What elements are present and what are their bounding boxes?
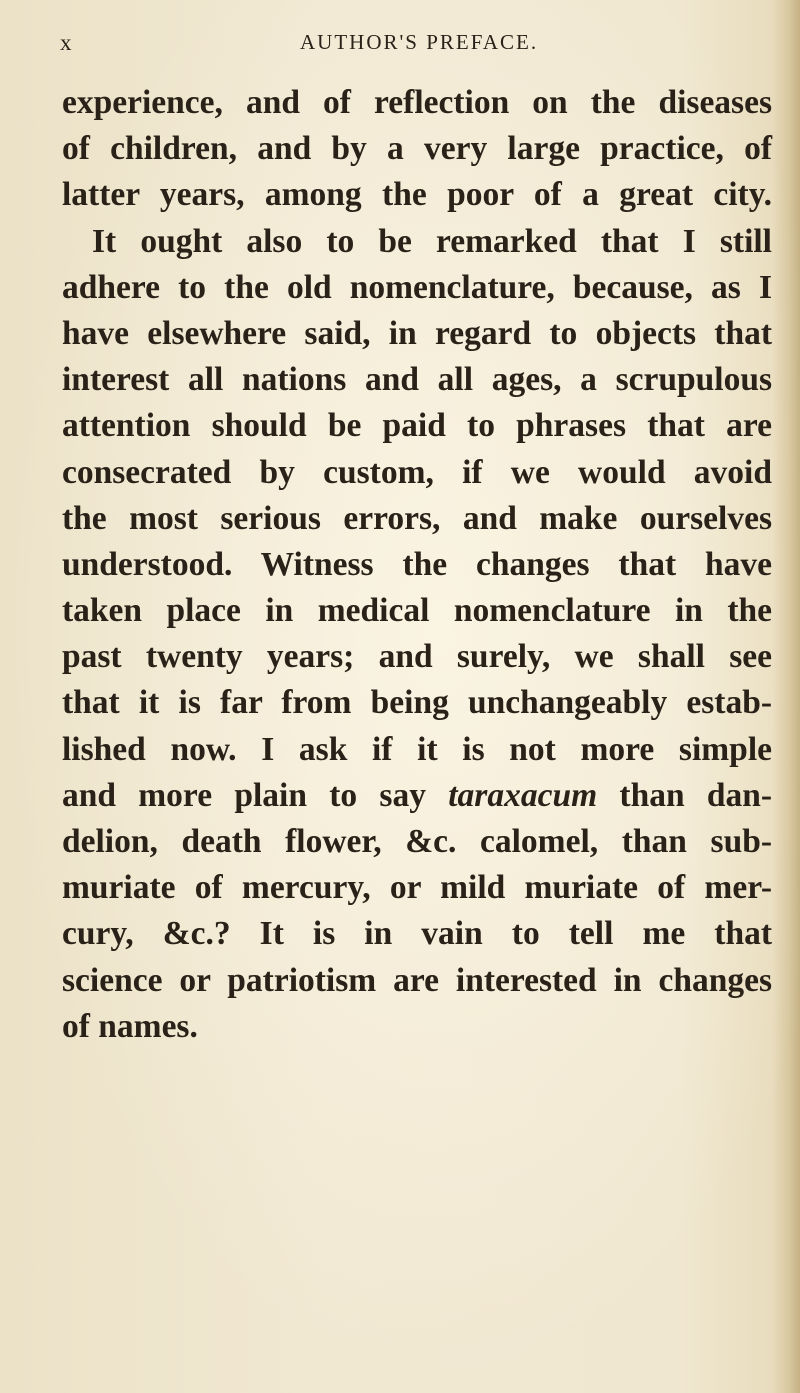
text-line: past twenty years; and surely, we shall see [62,638,772,676]
text-line: attention should be paid to phrases that are [62,407,772,445]
text-line-mixed [62,773,772,819]
text-line: experience, and of reflection on the diseases [62,84,772,121]
text-line: muriate of mercury, or mild muriate of mer- [62,869,772,907]
text-line: the most serious errors, and make ourselves [62,499,772,537]
running-head: AUTHOR'S PREFACE. [300,30,539,54]
page-header [60,30,760,60]
page-number: x [60,30,73,55]
text-segment: than dan- [597,776,773,814]
text-line: of children, and by a very large practice, of [62,130,772,168]
text-line: It ought also to be remarked that I still [92,222,772,260]
text-line: adhere to the old nomenclature, because, as I [62,268,772,306]
text-line: latter years, among the poor of a great city. [62,176,772,214]
text-line: lished now. I ask if it is not more simple [62,730,772,768]
text-line: that it is far from being unchangeably estab- [62,684,772,722]
text-line: taken place in medical nomenclature in the [62,592,772,630]
text-segment: and more plain to say [62,776,426,814]
text-line: interest all nations and all ages, a scrupulous [62,361,772,399]
text-line: understood. Witness the changes that have [62,545,772,583]
text-line: science or patriotism are interested in changes [62,961,772,999]
page-edge-shadow [772,0,800,1393]
text-line: have elsewhere said, in regard to objects that [62,314,772,352]
text-line: consecrated by custom, if we would avoid [62,453,772,491]
text-line: delion, death flower, &c. calomel, than sub- [62,823,772,860]
text-line: cury, &c.? It is in vain to tell me that [62,915,772,953]
italic-term: taraxacum [448,776,598,814]
text-line: of names. [62,1007,198,1045]
preface-paragraph [62,80,772,1050]
